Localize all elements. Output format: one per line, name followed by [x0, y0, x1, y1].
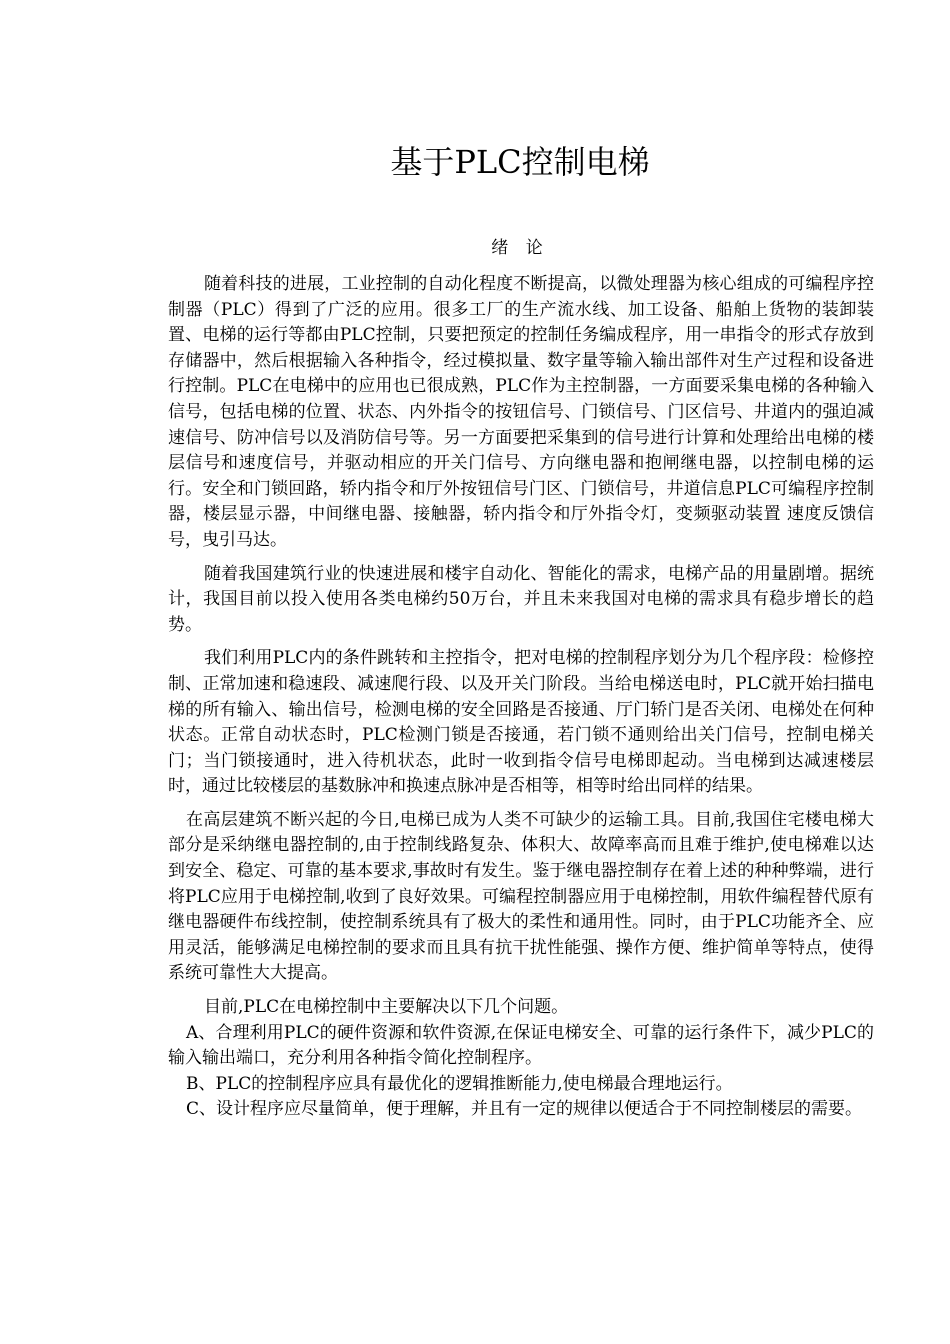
problem-list — [168, 995, 874, 1123]
paragraph-program: 我们利用PLC内的条件跳转和主控指令，把对电梯的控制程序划分为几个程序段：检修控制、正常加速和稳速段、减速爬行段、以及开关门阶段。当给电梯送电时，PLC就开始扫描电梯的所有输入、输出信号，检测电梯的安全回路是否接通、厅门轿门是否关闭、电梯处在何种状态。正常自动状态时，PLC检测门锁是否接通，若门锁不通则给出关门信号，控制电梯关门；当门锁接通时，进入待机状态，此时一收到指令信号电梯即起动。当电梯到达减速楼层时，通过比较楼层的基数脉冲和换速点脉冲是否相等，相等时给出同样的结果。 — [168, 648, 874, 797]
document-title: 基于PLC控制电梯 — [390, 143, 650, 181]
list-item-b: B、PLC的控制程序应具有最优化的逻辑推断能力,使电梯最合理地运行。 — [186, 1073, 733, 1094]
list-item-c: C、设计程序应尽量简单，便于理解，并且有一定的规律以便适合于不同控制楼层的需要。 — [186, 1099, 863, 1120]
paragraph-intro: 随着科技的进展，工业控制的自动化程度不断提高，以微处理器为核心组成的可编程序控制器（PLC）得到了广泛的应用。很多工厂的生产流水线、加工设备、船舶上货物的装卸装置、电梯的运行等都由PLC控制，只要把预定的控制任务编成程序，用一串指令的形式存放到存储器中，然后根据输入各种指令，经过模拟量、数字量等输入输出部件对生产过程和设备进行控制。PLC在电梯中的应用也已很成熟，PLC作为主控制器，一方面要采集电梯的各种输入信号，包括电梯的位置、状态、内外指令的按钮信号、门锁信号、门区信号、井道内的强迫减速信号、防冲信号以及消防信号等。另一方面要把采集到的信号进行计算和处理给出电梯的楼层信号和速度信号，并驱动相应的开关门信号、方向继电器和抱闸继电器，以控制电梯的运行。安全和门锁回路，轿内指令和厅外按钮信号门区、门锁信号，井道信息PLC可编程序控制器，楼层显示器，中间继电器、接触器，轿内指令和厅外指令灯，变频驱动装置 速度反馈信号，曳引马达。 — [168, 274, 874, 550]
paragraph-market: 随着我国建筑行业的快速进展和楼宇自动化、智能化的需求，电梯产品的用量剧增。据统计，我国目前以投入使用各类电梯约50万台，并且未来我国对电梯的需求具有稳步增长的趋势。 — [168, 563, 874, 635]
document-body — [168, 272, 874, 1123]
list-intro: 目前,PLC在电梯控制中主要解决以下几个问题。 — [204, 997, 569, 1018]
list-item-a: A、合理利用PLC的硬件资源和软件资源,在保证电梯安全、可靠的运行条件下，减少PLC的输入输出端口，充分利用各种指令简化控制程序。 — [168, 1022, 874, 1069]
section-heading: 绪 论 — [491, 238, 549, 258]
paragraph-background: 在高层建筑不断兴起的今日,电梯已成为人类不可缺少的运输工具。目前,我国住宅楼电梯大部分是采纳继电器控制的,由于控制线路复杂、体积大、故障率高而且难于维护,使电梯难以达到安全、稳定、可靠的基本要求,事故时有发生。鉴于继电器控制存在着上述的种种弊端，进行将PLC应用于电梯控制,收到了良好效果。可编程控制器应用于电梯控制，用软件编程替代原有继电器硬件布线控制，使控制系统具有了极大的柔性和通用性。同时，由于PLC功能齐全、应用灵活，能够满足电梯控制的要求而且具有抗干扰性能强、操作方便、维护简单等特点，使得系统可靠性大大提高。 — [168, 809, 874, 984]
